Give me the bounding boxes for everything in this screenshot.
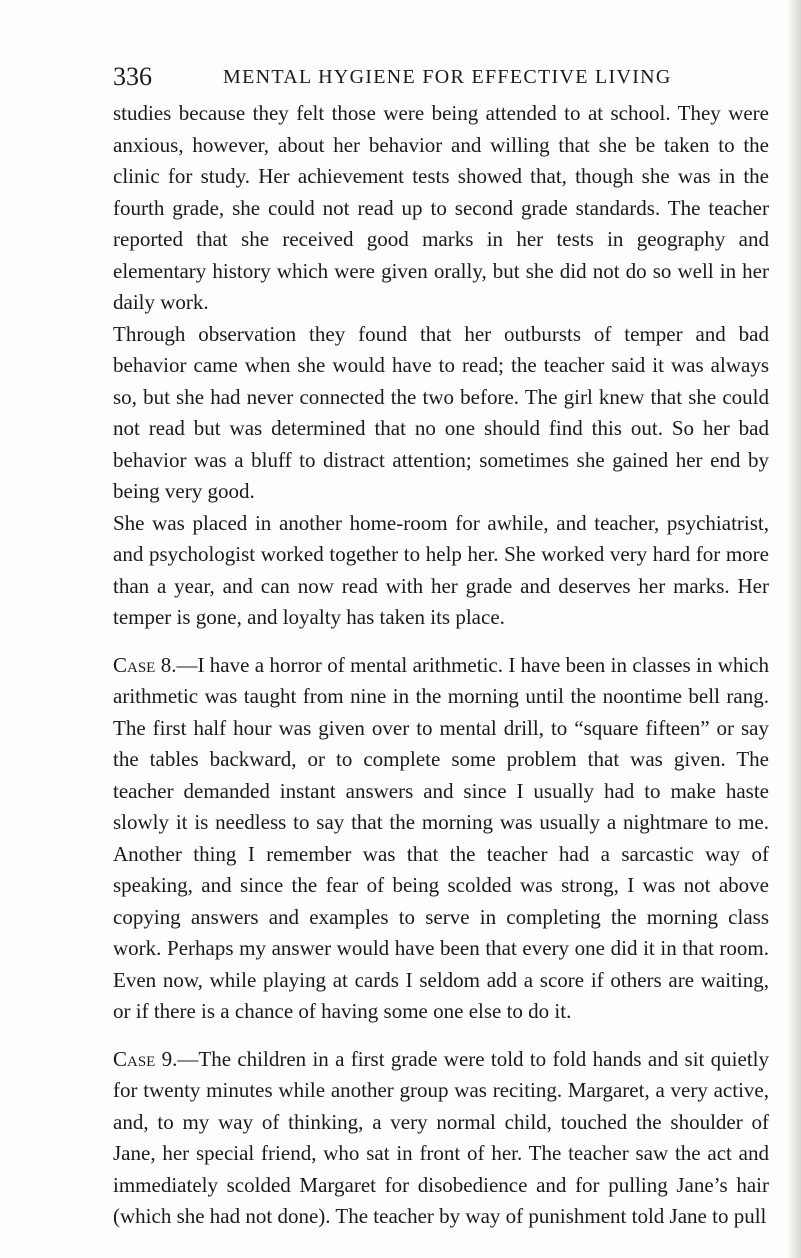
case-8-label: Case 8. [113, 652, 177, 677]
case-9-label: Case 9. [113, 1046, 178, 1071]
paragraph-continuation: studies because they felt those were being attended to at school. They were anxious, however, about her behavior and willing that she be taken to the clinic for study. Her achievement tests showed that, though she was in the fourth grade, she could not read up to second grade standards. The teacher reported that she received good marks in her tests in geography and elementary history which were given orally, but she did not do so well in her daily work. [113, 101, 769, 314]
case-9-paragraph [113, 1044, 769, 1233]
case-9-text: —The children in a first grade were told to fold hands and sit quietly for twenty minutes while another group was reciting. Margaret, a very active, and, to my way of thinking, a very normal child, touched the shoulder of Jane, her special friend, who sat in front of her. The teacher saw the act and immediately scolded Margaret for disobedience and for pulling Jane’s hair (which she had not done). The teacher by way of punishment told Jane to pull [113, 1046, 769, 1228]
running-title: MENTAL HYGIENE FOR EFFECTIVE LIVING [223, 66, 672, 88]
page-edge-shadow [787, 0, 801, 1258]
case-8-text: —I have a horror of mental arithmetic. I have been in classes in which arithmetic was taught from nine in the morning until the noontime bell rang. The first half hour was given over to mental drill, to “square fifteen” or say the tables backward, or to complete some problem that was given. The teacher demanded instant answers and since I usually had to make haste slowly it is needless to say that the morning was usually a nightmare to me. Another thing I remember was that the teacher had a sarcastic way of speaking, and since the fear of being scolded was strong, I was not above copying answers and examples to serve in completing the morning class work. Perhaps my answer would have been that every one did it in that room. Even now, while playing at cards I seldom add a score if others are waiting, or if there is a chance of having some one else to do it. [113, 652, 769, 1023]
page-number: 336 [113, 62, 152, 91]
paragraph-outcome: She was placed in another home-room for awhile, and teacher, psychiatrist, and psychologist worked together to help her. She worked very hard for more than a year, and can now read with her grade and deserves her marks. Her temper is gone, and loyalty has taken its place. [113, 510, 769, 629]
case-8-paragraph [113, 650, 769, 1028]
paragraph-observation: Through observation they found that her outbursts of temper and bad behavior came when she would have to read; the teacher said it was always so, but she had never connected the two before. The girl knew that she could not read but was determined that no one should find this out. So her bad behavior was a bluff to distract attention; sometimes she gained her end by being very good. [113, 321, 769, 503]
book-page [113, 62, 769, 1233]
running-head [113, 62, 769, 98]
body-text [113, 98, 769, 1233]
